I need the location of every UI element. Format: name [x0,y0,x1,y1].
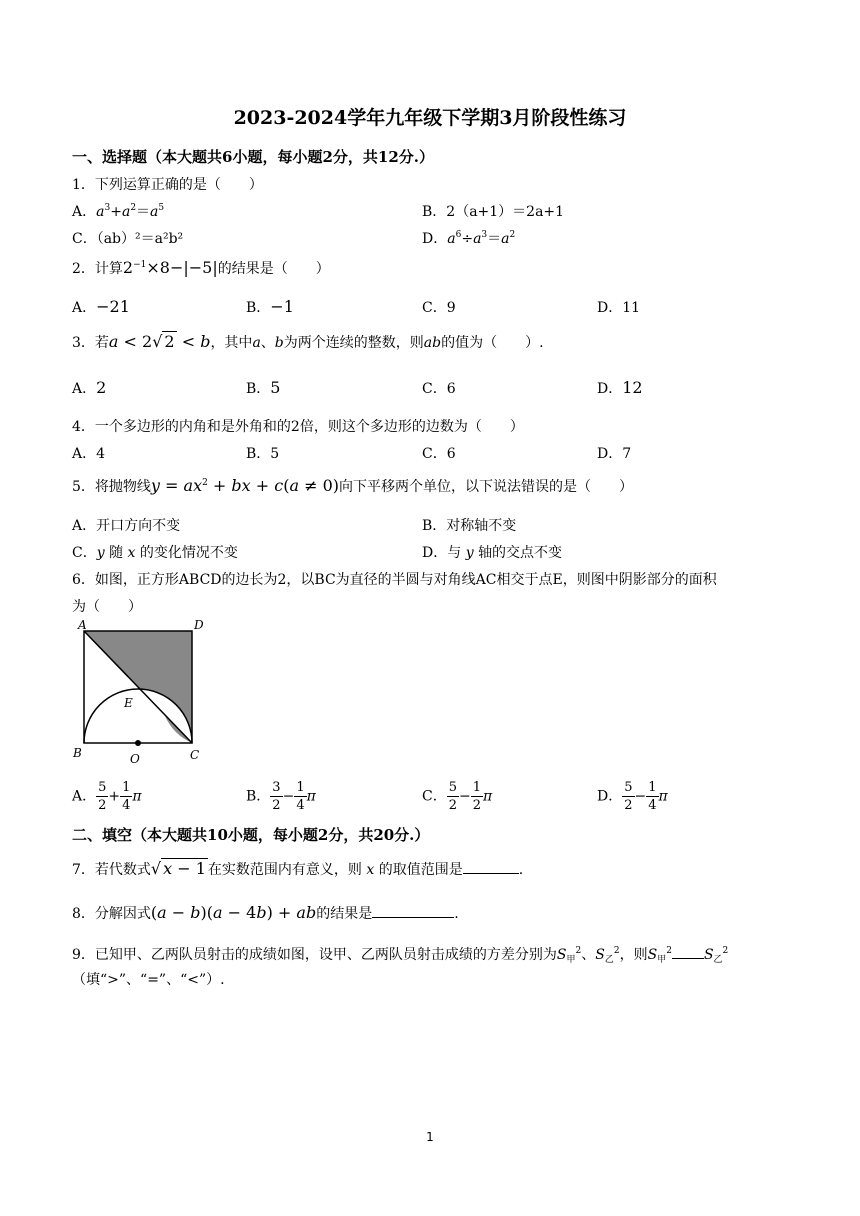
q3-option-c: C．6 [422,381,456,397]
q6-option-c: C． $\frac{5}{2}$ − $\frac{1}{2}$ π [422,780,493,813]
q8-stem: 8．分解因式(a − b)(a − 4b) + ab的结果是 . [72,903,459,922]
q2-option-c: C．9 [422,300,456,316]
q6-square-semicircle-figure [70,617,220,769]
q3-option-b: B．5 [246,378,281,397]
q5-option-d: D．与 y 轴的交点不变 [422,545,563,561]
q4-option-d: D．7 [597,446,632,462]
q5-option-b: B．对称轴不变 [422,518,517,534]
q1-option-a: A．$a^3+a^2=a^5$ [72,203,165,220]
q1-option-c: C．（ab）²＝a²b² [72,231,184,247]
q6-stem-line2: 为（ ） [72,599,142,615]
q3-option-a: A．2 [72,378,107,397]
q6-option-d: D． $\frac{5}{2}$ − $\frac{1}{4}$ π [597,780,668,813]
q2-option-d: D．11 [597,300,641,316]
q5-stem: 5．将抛物线$y = ax^2$ + bx + c(a ≠ 0)向下平移两个单位，以下说法错误的是（ ） [72,476,634,495]
section-choice-heading: 一、选择题（本大题共6小题，每小题2分，共12分.） [72,148,434,166]
q4-option-b: B．5 [246,446,280,462]
page-title: 2023-2024学年九年级下学期3月阶段性练习 [233,107,627,129]
q9-stem-line2: （填“>”、“=”、“<”）. [72,972,225,988]
q1-option-d: D．$a^6\div a^3=a^2$ [422,230,516,247]
page-number: 1 [426,1130,434,1144]
q5-option-a: A．开口方向不变 [72,518,181,534]
q9-stem-line1: 9．已知甲、乙两队员射击的成绩如图，设甲、乙两队员射击成绩的方差分别为$S_甲^2$、$S_乙^2$，则$S_甲^2$ $S_乙^2$ [72,946,729,965]
q4-option-a: A．4 [72,446,106,462]
q2-option-b: B．−1 [246,297,294,316]
q6-option-a: A． $\frac{5}{2}$ + $\frac{1}{4}$ π [72,780,142,813]
q5-option-c: C．y 随 x 的变化情况不变 [72,545,238,561]
q2-stem: 2．计算$2^{-1}\times 8-|-5|$的结果是（ ） [72,258,330,277]
label-d: D [194,618,204,632]
q6-stem-line1: 6．如图，正方形ABCD的边长为2，以BC为直径的半圆与对角线AC相交于点E，则图中阴影部分的面积 [72,572,717,588]
q1-stem: 1．下列运算正确的是（ ） [72,177,263,193]
q4-stem: 4．一个多边形的内角和是外角和的2倍，则这个多边形的边数为（ ） [72,419,524,435]
q3-option-d: D．12 [597,378,643,397]
q2-option-a: A．−21 [72,297,130,316]
q3-stem: 3．若a < 2√ 2 < b，其中a、b为两个连续的整数，则ab的值为（ ）. [72,332,544,351]
label-b: B [73,746,82,760]
q7-stem: 7．若代数式√ x − 1 在实数范围内有意义，则 x 的取值范围是 . [72,859,524,878]
label-a: A [78,618,87,632]
q1-option-b: B．2（a+1）＝2a+1 [422,204,565,220]
label-o: O [130,752,140,766]
q6-option-b: B． $\frac{3}{2}$ − $\frac{1}{4}$ π [246,780,316,813]
label-e: E [124,696,133,710]
label-c: C [190,748,200,762]
section-fill-heading: 二、填空（本大题共10小题，每小题2分，共20分.） [72,826,430,844]
q4-option-c: C．6 [422,446,456,462]
